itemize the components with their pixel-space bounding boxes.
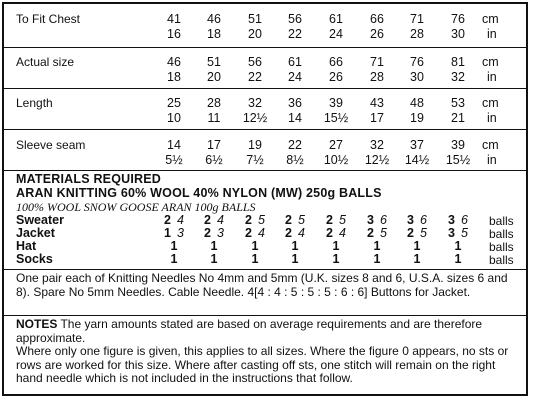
cell: 21: [451, 111, 465, 125]
cell: 8½: [286, 153, 304, 167]
row-label: Sleeve seam: [16, 138, 86, 152]
cell: 39: [451, 138, 465, 152]
cell: 15½: [445, 153, 471, 167]
divider: [2, 88, 528, 89]
cell: 11: [207, 111, 221, 125]
yarn-cell: 1: [291, 252, 299, 266]
cell: 61: [329, 12, 343, 26]
yarn-cell: 1: [170, 252, 178, 266]
yarn-cell: 1: [251, 252, 259, 266]
unit: balls: [489, 240, 514, 254]
yarn-cell: 2 5: [285, 213, 305, 227]
yarn-cell: 3 6: [407, 213, 427, 227]
cell: 17: [207, 138, 221, 152]
cell: 46: [167, 55, 181, 69]
cell: 19: [410, 111, 424, 125]
yarn-cell: 1: [454, 252, 462, 266]
yarn-cell: 1 3: [164, 226, 184, 240]
cell: 32: [248, 96, 262, 110]
item-label: Sweater: [16, 213, 64, 227]
cell: 41: [167, 12, 181, 26]
yarn-cell: 1: [332, 239, 340, 253]
cell: 12½: [364, 153, 390, 167]
cell: 56: [288, 12, 302, 26]
row-label: Length: [16, 96, 53, 110]
cell: 37: [410, 138, 424, 152]
cell: 43: [370, 96, 384, 110]
cell: 6½: [205, 153, 223, 167]
yarn-cell: 1: [170, 239, 178, 253]
cell: 30: [451, 27, 465, 41]
yarn-cell: 1: [291, 239, 299, 253]
cell: 61: [288, 55, 302, 69]
cell: 48: [410, 96, 424, 110]
cell: 24: [329, 27, 343, 41]
cell: 10: [167, 111, 181, 125]
cell: 22: [248, 70, 262, 84]
cell: 18: [167, 70, 181, 84]
unit: cm: [482, 96, 499, 110]
unit: cm: [482, 12, 499, 26]
cell: 46: [207, 12, 221, 26]
yarn-line: ARAN KNITTING 60% WOOL 40% NYLON (MW) 250g BALLS: [16, 186, 382, 200]
cell: 66: [370, 12, 384, 26]
cell: 14: [288, 111, 302, 125]
yarn-cell: 2 5: [407, 226, 427, 240]
row-label: Actual size: [16, 55, 75, 69]
yarn-cell: 1: [210, 252, 218, 266]
cell: 10½: [323, 153, 349, 167]
cell: 20: [248, 27, 262, 41]
needles-text: One pair each of Knitting Needles No 4mm and 5mm (U.K. sizes 8 and 6, U.S.A. sizes 6 and 8). Spare No 5mm Needles. Cable Needle. 4[4 : 4 : 5 : 5 : 5 : 6 : 6] Buttons for Jacket.: [16, 271, 508, 299]
yarn-cell: 1: [454, 239, 462, 253]
yarn-cell: 2 4: [204, 213, 224, 227]
cell: 53: [451, 96, 465, 110]
unit: in: [487, 27, 497, 41]
cell: 20: [207, 70, 221, 84]
item-label: Socks: [16, 252, 53, 266]
cell: 66: [329, 55, 343, 69]
cell: 14½: [404, 153, 430, 167]
yarn-cell: 1: [373, 239, 381, 253]
unit: cm: [482, 138, 499, 152]
cell: 71: [370, 55, 384, 69]
cell: 16: [167, 27, 181, 41]
yarn-cell: 2 5: [245, 213, 265, 227]
yarn-cell: 1: [413, 252, 421, 266]
materials-heading: MATERIALS REQUIRED: [16, 172, 162, 186]
yarn-cell: 1: [373, 252, 381, 266]
notes-text-1: The yarn amounts stated are based on average requirements and are therefore approximate.: [16, 317, 483, 345]
notes-section: [16, 318, 520, 386]
notes-heading: NOTES: [16, 317, 58, 331]
cell: 22: [288, 138, 302, 152]
yarn-cell: 1: [210, 239, 218, 253]
cell: 76: [410, 55, 424, 69]
yarn-cell: 2 4: [285, 226, 305, 240]
cell: 15½: [323, 111, 349, 125]
cell: 51: [207, 55, 221, 69]
unit: balls: [489, 214, 514, 228]
cell: 26: [329, 70, 343, 84]
cell: 76: [451, 12, 465, 26]
divider: [2, 170, 528, 171]
unit: cm: [482, 55, 499, 69]
item-label: Hat: [16, 239, 37, 253]
yarn-cell: 3 6: [367, 213, 387, 227]
yarn-cell: 3 6: [448, 213, 468, 227]
unit: in: [487, 153, 497, 167]
cell: 71: [410, 12, 424, 26]
yarn-cell: 2 4: [245, 226, 265, 240]
unit: balls: [489, 253, 514, 267]
cell: 51: [248, 12, 262, 26]
unit: in: [487, 111, 497, 125]
cell: 24: [288, 70, 302, 84]
cell: 19: [248, 138, 262, 152]
cell: 32: [451, 70, 465, 84]
yarn-cell: 2 4: [326, 226, 346, 240]
cell: 28: [410, 27, 424, 41]
divider: [2, 269, 528, 270]
cell: 14: [167, 138, 181, 152]
cell: 39: [329, 96, 343, 110]
cell: 81: [451, 55, 465, 69]
cell: 56: [248, 55, 262, 69]
cell: 12½: [242, 111, 268, 125]
row-label: To Fit Chest: [16, 12, 81, 26]
cell: 26: [370, 27, 384, 41]
unit: in: [487, 70, 497, 84]
divider: [2, 47, 528, 48]
yarn-cell: 1: [251, 239, 259, 253]
divider: [2, 315, 528, 316]
cell: 17: [370, 111, 384, 125]
unit: balls: [489, 227, 514, 241]
yarn-cell: 3 5: [448, 226, 468, 240]
cell: 5½: [165, 153, 183, 167]
item-label: Jacket: [16, 226, 55, 240]
cell: 28: [207, 96, 221, 110]
yarn-cell: 2 5: [326, 213, 346, 227]
cell: 22: [288, 27, 302, 41]
yarn-cell: 2 5: [367, 226, 387, 240]
divider: [2, 129, 528, 130]
cell: 32: [370, 138, 384, 152]
yarn-cell: 1: [332, 252, 340, 266]
cell: 25: [167, 96, 181, 110]
yarn-cell: 1: [413, 239, 421, 253]
notes-text-2: Where only one figure is given, this applies to all sizes. Where the figure 0 appears, no sts or rows are worked for this size. Where after casting off sts, one stitch will remain on the right hand needle which is not included in the instructions that follow.: [16, 344, 509, 385]
yarn-cell: 2 3: [204, 226, 224, 240]
cell: 28: [370, 70, 384, 84]
cell: 7½: [246, 153, 264, 167]
cell: 18: [207, 27, 221, 41]
cell: 30: [410, 70, 424, 84]
cell: 27: [329, 138, 343, 152]
alt-yarn-line: 100% WOOL SNOW GOOSE ARAN 100g BALLS: [16, 200, 256, 214]
yarn-cell: 2 4: [164, 213, 184, 227]
cell: 36: [288, 96, 302, 110]
